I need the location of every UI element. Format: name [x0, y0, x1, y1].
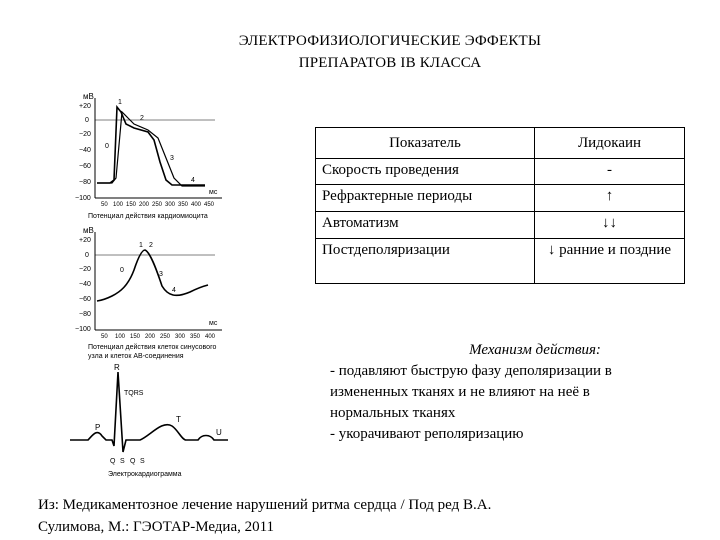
- cm-phase-2: 2: [140, 115, 144, 122]
- table-header-row: [316, 128, 685, 159]
- cm-xtick: 350: [178, 202, 189, 208]
- header-lidocaine: Лидокаин: [535, 128, 685, 159]
- mechanism-line: - подавляют быструю фазу деполяризации в: [330, 363, 612, 379]
- comparison-table: [315, 127, 685, 284]
- cm-ytick-2: 0: [85, 117, 89, 124]
- ecg-label-u: U: [216, 428, 222, 437]
- row-value: ↓↓: [535, 212, 685, 239]
- cm-xtick: 400: [191, 202, 202, 208]
- row-name: Автоматизм: [316, 212, 535, 239]
- row-name: Скорость проведения: [316, 159, 535, 185]
- ecg-label-r: R: [114, 363, 120, 372]
- sn-unit: мВ: [83, 226, 94, 235]
- cm-xtick: 50: [101, 202, 108, 208]
- row-name: Рефрактерные периоды: [316, 185, 535, 212]
- cm-phase-1: 1: [118, 99, 122, 106]
- cm-xtick: 450: [204, 202, 215, 208]
- sn-ytick-5: −60: [79, 296, 91, 303]
- cm-phase-3: 3: [170, 155, 174, 162]
- mechanism-line: - укорачивают реполяризацию: [330, 426, 524, 442]
- sn-xtick: 300: [175, 334, 186, 340]
- mechanism-line: нормальных тканях: [330, 405, 456, 421]
- cm-xtick: 150: [126, 202, 137, 208]
- electrophysiology-figure: [0, 0, 320, 490]
- table-row: [316, 185, 685, 212]
- cm-unit: мВ: [83, 92, 94, 101]
- cm-xtick: 200: [139, 202, 150, 208]
- sn-xtick: 200: [145, 334, 156, 340]
- mechanism-block: [330, 340, 710, 445]
- title-line-1: ЭЛЕКТРОФИЗИОЛОГИЧЕСКИЕ ЭФФЕКТЫ: [238, 33, 542, 49]
- sn-phase-0: 0: [120, 267, 124, 274]
- row-name: Постдеполяризации: [316, 239, 535, 284]
- sn-xtick: 100: [115, 334, 126, 340]
- row-value: -: [535, 159, 685, 185]
- mechanism-line: измененных тканях и не влияют на неё в: [330, 384, 590, 400]
- sn-caption-line-1: Потенциал действия клеток синусового: [88, 344, 217, 351]
- sn-x-unit: мс: [209, 320, 218, 327]
- cm-caption: Потенциал действия кардиомиоцита: [88, 213, 208, 220]
- ecg-label-q2: Q: [130, 458, 136, 465]
- cm-x-ticks: [101, 202, 215, 208]
- sn-caption-line-2: узла и клеток АВ-соединения: [88, 353, 184, 360]
- cm-ap-curve-1: [97, 107, 205, 185]
- sn-phase-2: 2: [149, 242, 153, 249]
- sn-ytick-2: 0: [85, 252, 89, 259]
- cm-phase-0: 0: [105, 143, 109, 150]
- ecg-label-s2: S: [140, 458, 145, 465]
- source-line-2: Сулимова, М.: ГЭОТАР-Медиа, 2011: [38, 519, 275, 535]
- mechanism-title: Механизм действия:: [469, 342, 601, 358]
- sn-ytick-3: −20: [79, 266, 91, 273]
- sn-phase-4: 4: [172, 287, 176, 294]
- ecg-label-p: P: [95, 423, 101, 432]
- cm-ytick-4: −40: [79, 147, 91, 154]
- sn-ytick-1: +20: [79, 237, 91, 244]
- sinus-node-ap-panel: [75, 226, 222, 360]
- sn-phase-3: 3: [159, 271, 163, 278]
- ecg-label-s: S: [120, 458, 125, 465]
- cm-ytick-1: +20: [79, 103, 91, 110]
- ecg-label-tqrs: ТQRS: [124, 390, 144, 397]
- table-row: [316, 212, 685, 239]
- header-indicator: Показатель: [316, 128, 535, 159]
- cm-ytick-7: −100: [75, 195, 91, 202]
- cm-xtick: 250: [152, 202, 163, 208]
- ecg-caption: Электрокардиограмма: [108, 471, 182, 478]
- cm-ytick-5: −60: [79, 163, 91, 170]
- cm-xtick: 300: [165, 202, 176, 208]
- cm-phase-4: 4: [191, 177, 195, 184]
- sn-xtick: 50: [101, 334, 108, 340]
- ecg-label-q: Q: [110, 458, 116, 465]
- cm-ap-curve-2: [97, 112, 205, 186]
- cm-ytick-6: −80: [79, 179, 91, 186]
- sn-xtick: 350: [190, 334, 201, 340]
- source-line-1: Из: Медикаментозное лечение нарушений ритма сердца / Под ред В.А.: [38, 497, 492, 513]
- sn-phase-1: 1: [139, 242, 143, 249]
- table-row: [316, 159, 685, 185]
- row-value: ↑: [535, 185, 685, 212]
- sn-x-ticks: [101, 334, 216, 340]
- ecg-panel: [70, 363, 228, 478]
- ecg-label-t: T: [176, 415, 181, 424]
- cm-ytick-3: −20: [79, 131, 91, 138]
- sn-xtick: 400: [205, 334, 216, 340]
- source-citation: [38, 494, 678, 538]
- sn-ytick-6: −80: [79, 311, 91, 318]
- ecg-trace: [70, 372, 228, 452]
- title-line-2: ПРЕПАРАТОВ IB КЛАССА: [298, 55, 482, 71]
- table-row: [316, 239, 685, 284]
- cm-xtick: 100: [113, 202, 124, 208]
- sn-xtick: 150: [130, 334, 141, 340]
- sn-xtick: 250: [160, 334, 171, 340]
- sn-ytick-4: −40: [79, 281, 91, 288]
- sn-ap-curve: [97, 250, 208, 301]
- row-value: ↓ ранние и поздние: [535, 239, 685, 284]
- cardiomyocyte-ap-panel: [75, 92, 222, 220]
- cm-x-unit: мс: [209, 189, 218, 196]
- sn-ytick-7: −100: [75, 326, 91, 333]
